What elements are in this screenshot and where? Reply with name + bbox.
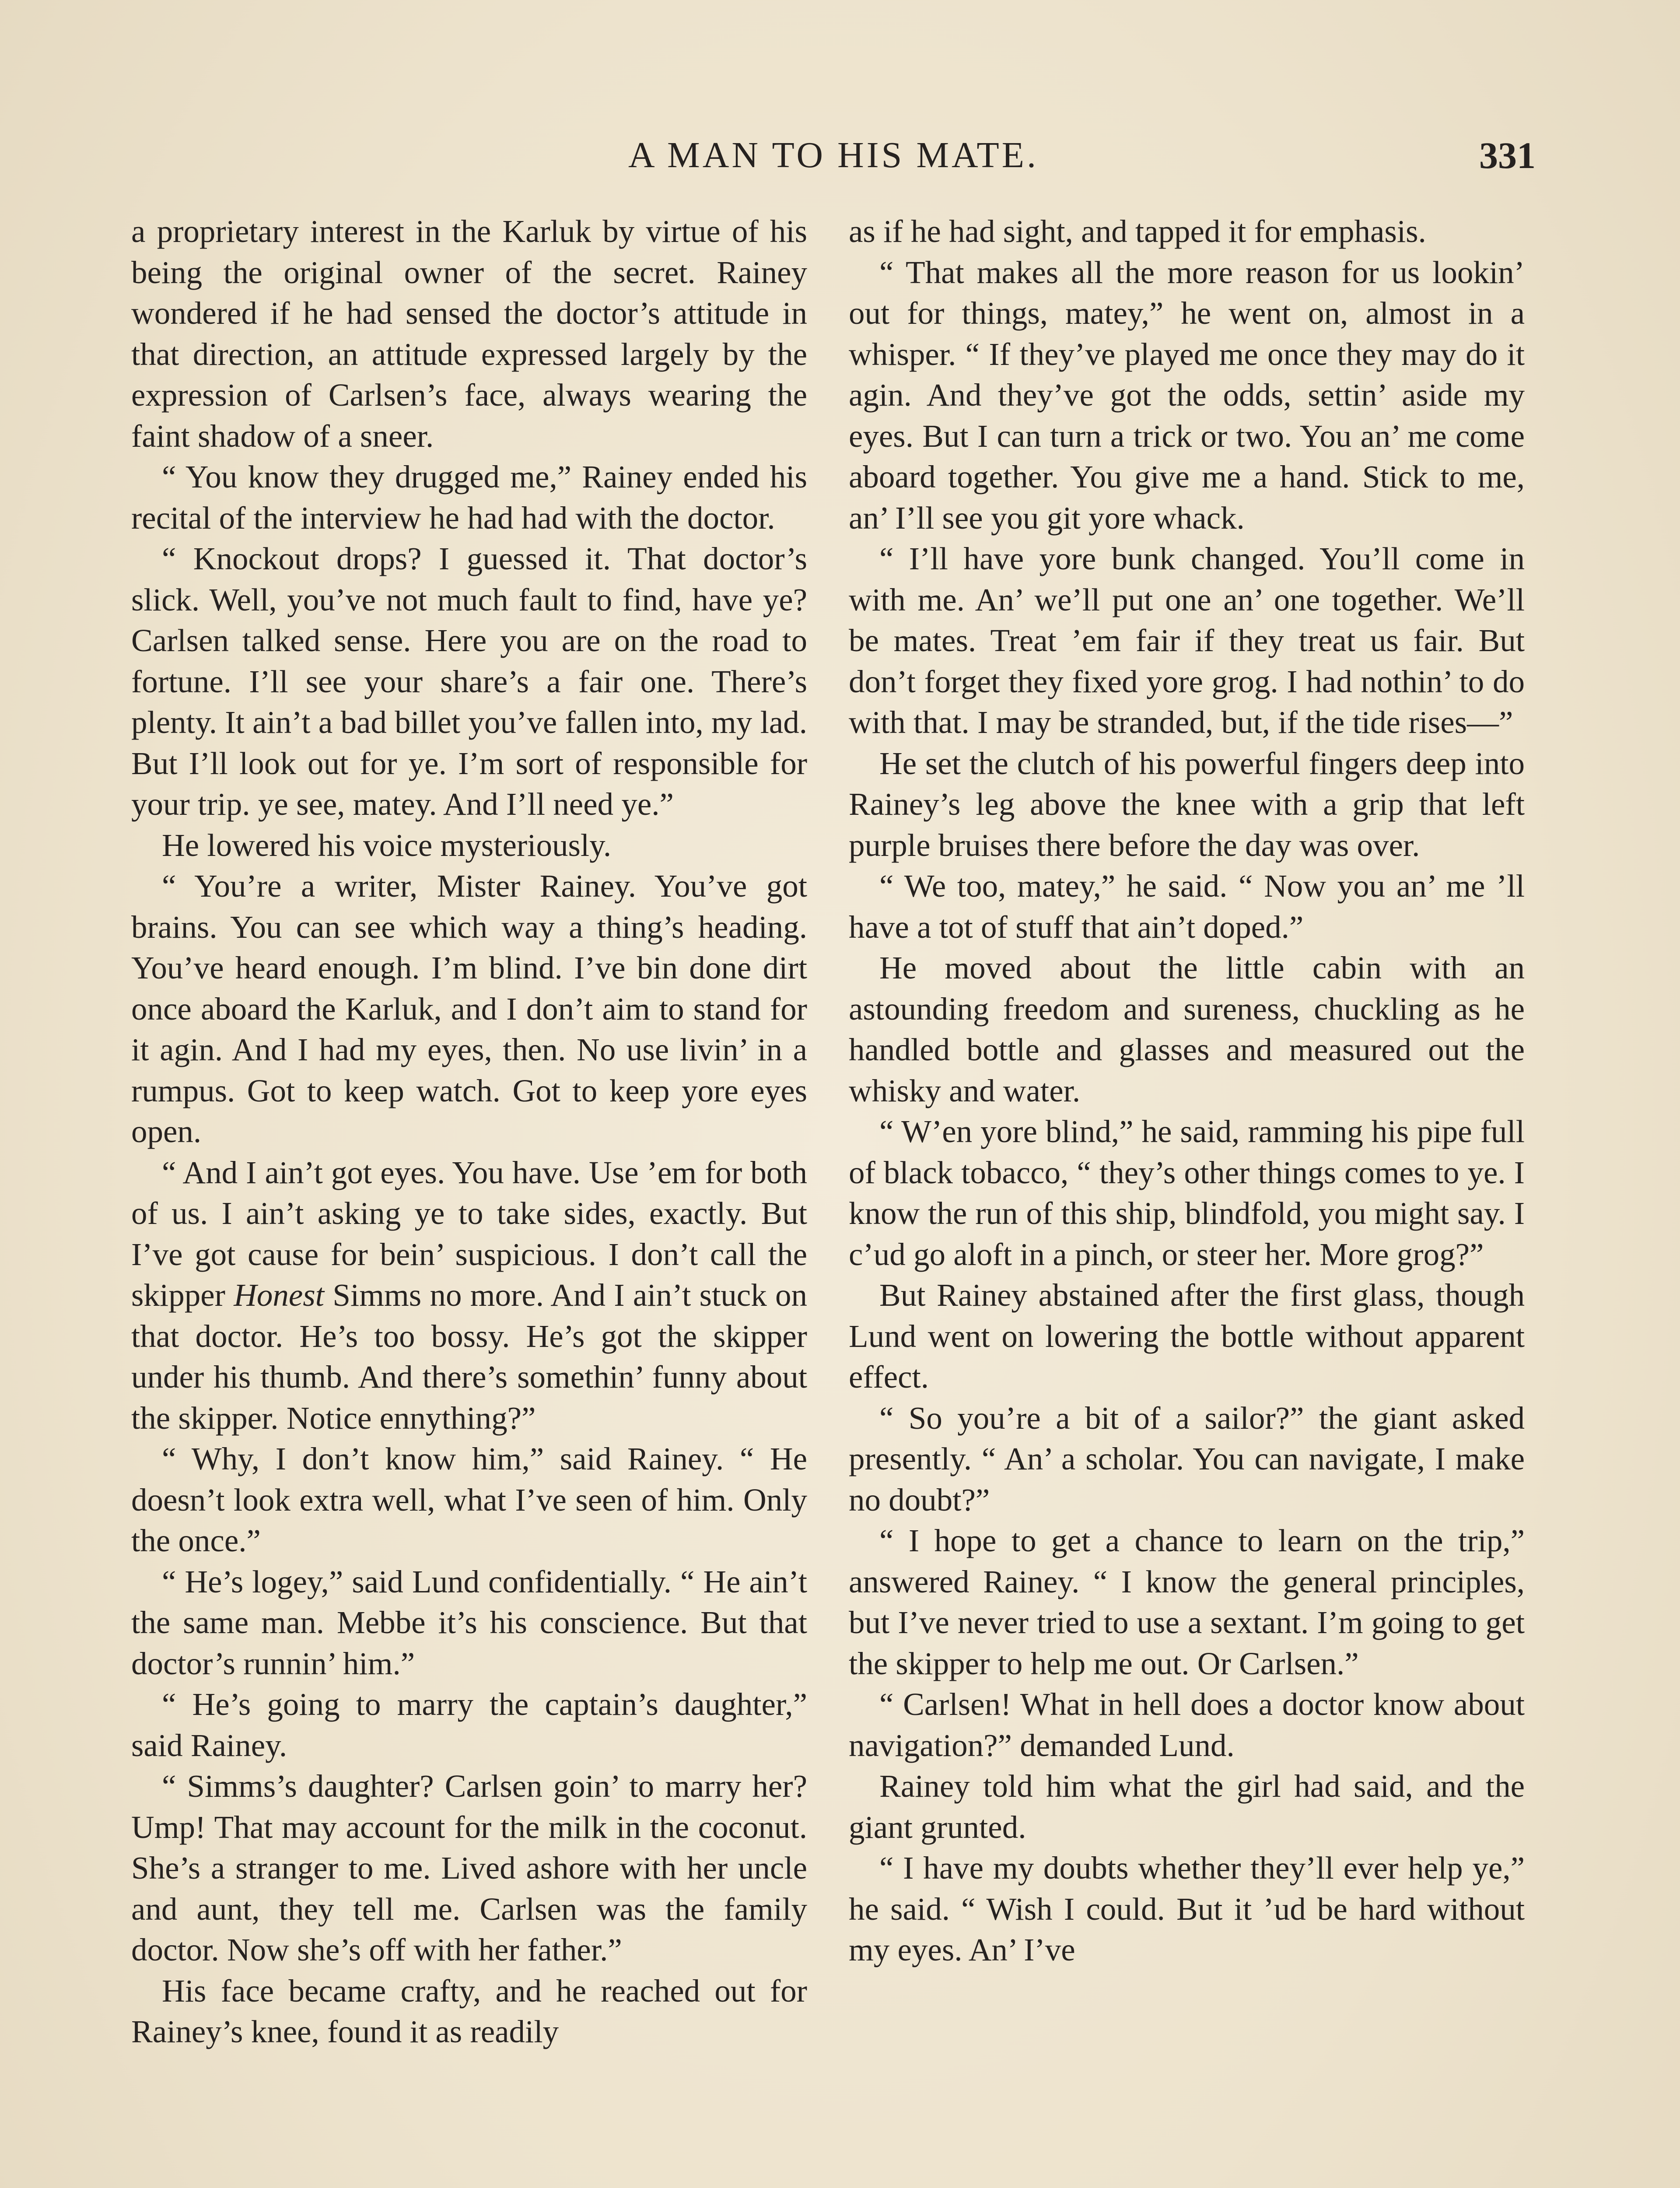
paragraph: “ Carlsen! What in hell does a doctor know about navigation?” demanded Lund. [849, 1687, 1525, 1763]
paragraph: Rainey told him what the girl had said, and the giant grunted. [849, 1768, 1525, 1845]
paragraph: “ So you’re a bit of a sailor?” the giant asked presently. “ An’ a scholar. You can navigate, I make no doubt?” [849, 1400, 1525, 1518]
paragraph: He moved about the little cabin with an astounding freedom and sureness, chuckling as he handled bottle and glasses and measured out the whisky and water. [849, 950, 1525, 1108]
running-head [131, 131, 1536, 179]
paragraph: “ He’s going to marry the captain’s daughter,” said Rainey. [131, 1687, 807, 1763]
paragraph-text: Simms no more. And I ain’t stuck on that doctor. He’s too bossy. He’s got the skipper under his thumb. And there’s somethin’ funny about the skipper. Notice ennything?” [131, 1277, 807, 1436]
paragraph: “ That makes all the more reason for us lookin’ out for things, matey,” he went on, almost in a whisper. “ If they’ve played me once they may do it agin. And they’ve got the odds, settin’ aside my eyes. But I can turn a trick or two. You an’ me come aboard together. You give me a hand. Stick to me, an’ I’ll see you git yore whack. [849, 254, 1525, 536]
paragraph: “ You know they drugged me,” Rainey ended his recital of the interview he had had with the doctor. [131, 459, 807, 536]
paragraph [131, 1152, 807, 1439]
left-column [131, 211, 807, 2052]
paragraph: “ You’re a writer, Mister Rainey. You’ve got brains. You can see which way a thing’s heading. You’ve heard enough. I’m blind. I’ve bin done dirt once aboard the Karluk, and I don’t aim to stand for it agin. And I had my eyes, then. No use livin’ in a rumpus. Got to keep watch. Got to keep yore eyes open. [131, 868, 807, 1149]
text-columns [131, 211, 1536, 2188]
paragraph: “ We too, matey,” he said. “ Now you an’ me ’ll have a tot of stuff that ain’t doped.” [849, 868, 1525, 945]
paragraph: But Rainey abstained after the first glass, though Lund went on lowering the bottle without apparent effect. [849, 1277, 1525, 1395]
paragraph-text: “ And I ain’t got eyes. You have. Use ’em for both of us. I ain’t asking ye to take sides, exactly. But I’ve got cause for bein’ suspicious. I don’t call the skipper [131, 1154, 807, 1313]
paragraph: “ W’en yore blind,” he said, ramming his pipe full of black tobacco, “ they’s other things comes to ye. I know the run of this ship, blindfold, you might say. I c’ud go aloft in a pinch, or steer her. More grog?” [849, 1114, 1525, 1272]
paragraph: “ I’ll have yore bunk changed. You’ll come in with me. An’ we’ll put one an’ one together. We’ll be mates. Treat ’em fair if they treat us fair. But don’t forget they fixed yore grog. I had nothin’ to do with that. I may be stranded, but, if the tide rises—” [849, 541, 1525, 740]
paragraph: “ Why, I don’t know him,” said Rainey. “ He doesn’t look extra well, what I’ve seen of him. Only the once.” [131, 1441, 807, 1558]
paragraph: “ Simms’s daughter? Carlsen goin’ to marry her? Ump! That may account for the milk in the coconut. She’s a stranger to me. Lived ashore with her uncle and aunt, they tell me. Carlsen was the family doctor. Now she’s off with her father.” [131, 1768, 807, 1967]
paragraph: His face became crafty, and he reached out for Rainey’s knee, found it as readily [131, 1973, 807, 2049]
paragraph: He lowered his voice mysteriously. [162, 827, 612, 863]
page-number: 331 [1479, 134, 1536, 176]
paragraph: “ Knockout drops? I guessed it. That doctor’s slick. Well, you’ve not much fault to find, have ye? Carlsen talked sense. Here you are on the road to fortune. I’ll see your share’s a fair one. There’s plenty. It ain’t a bad billet you’ve fallen into, my lad. But I’ll look out for ye. I’m sort of responsible for your trip. ye see, matey. And I’ll need ye.” [131, 541, 807, 822]
page-title: A MAN TO HIS MATE. [628, 135, 1039, 175]
right-column [849, 211, 1525, 1971]
paragraph: He set the clutch of his powerful fingers deep into Rainey’s leg above the knee with a grip that left purple bruises there before the day was over. [849, 745, 1525, 863]
paragraph: “ He’s logey,” said Lund confidentially. “ He ain’t the same man. Mebbe it’s his conscience. But that doctor’s runnin’ him.” [131, 1564, 807, 1681]
paragraph: “ I hope to get a chance to learn on the trip,” answered Rainey. “ I know the general principles, but I’ve never tried to use a sextant. I’m going to get the skipper to help me out. Or Carlsen.” [849, 1523, 1525, 1681]
paragraph: “ I have my doubts whether they’ll ever help ye,” he said. “ Wish I could. But it ’ud be hard without my eyes. An’ I’ve [849, 1850, 1525, 1967]
paragraph: a proprietary interest in the Karluk by virtue of his being the original owner of the secret. Rainey wondered if he had sensed the doctor’s attitude in that direction, an attitude expressed largely by the expression of Carlsen’s face, always wearing the faint shadow of a sneer. [131, 214, 807, 454]
paragraph: as if he had sight, and tapped it for emphasis. [849, 214, 1426, 249]
italic-text: Honest [234, 1277, 325, 1313]
